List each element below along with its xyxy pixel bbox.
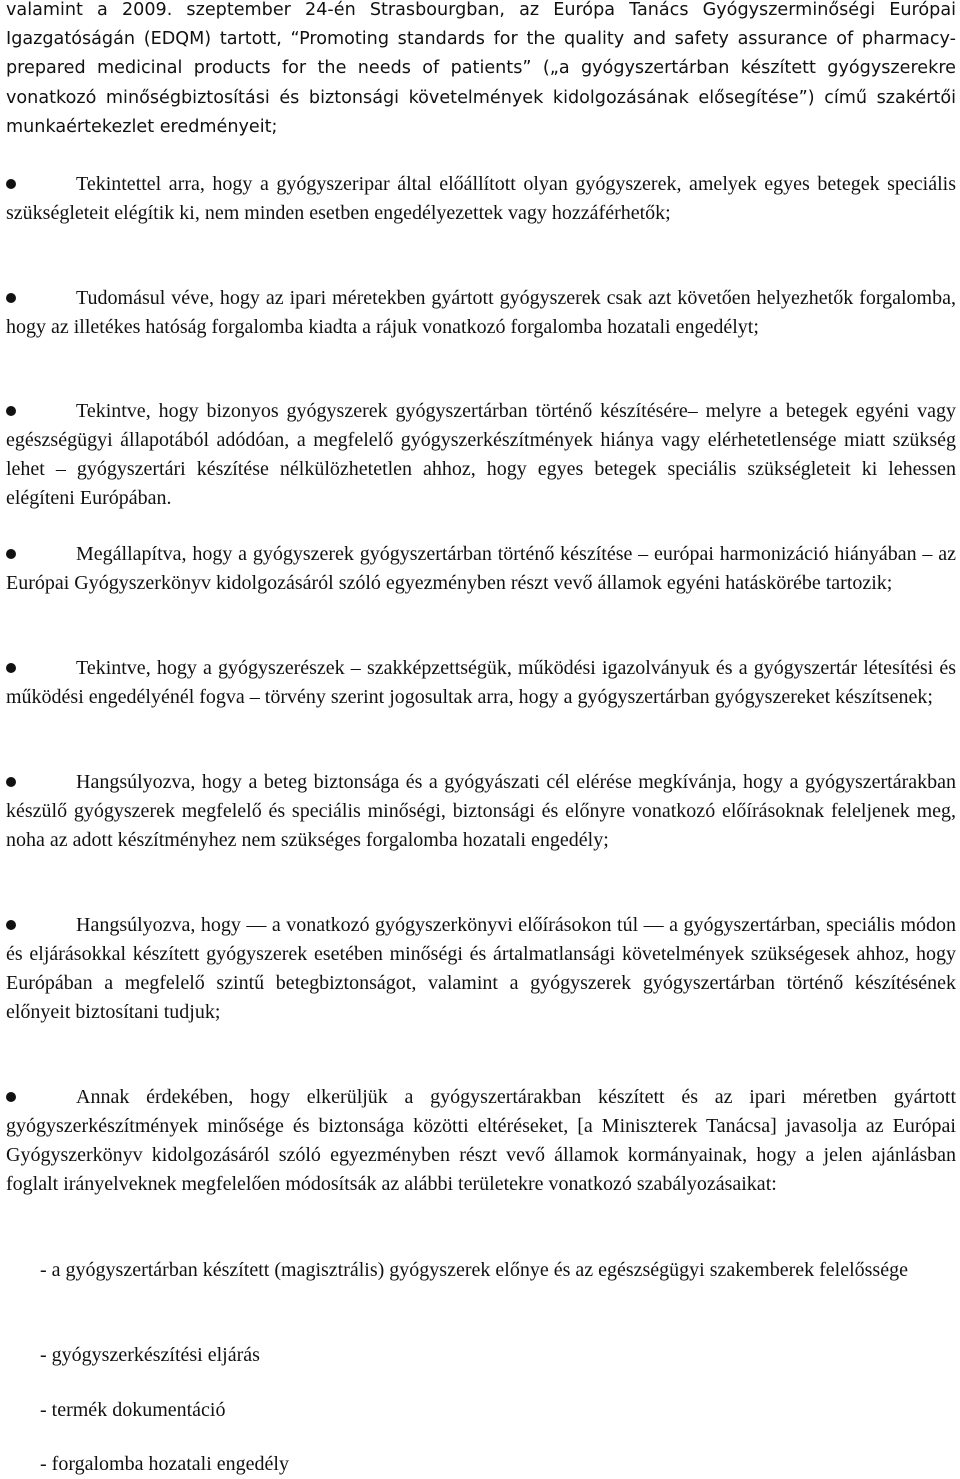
- bullet-text: Hangsúlyozva, hogy a beteg biztonsága és a gyógyászati cél elérése megkívánja, hogy a gyógyszertárakban készülő gyógyszerek megfelelő és speciális minőségi, biztonsági és előnyre vonatkozó előírásoknak feleljenek meg, noha az adott készítményhez nem szükséges forgalomba hozatali engedély;: [6, 771, 956, 851]
- bullet-dot-icon: [6, 293, 16, 303]
- bullet-text: Hangsúlyozva, hogy –– a vonatkozó gyógyszerkönyvi előírásokon túl –– a gyógyszertárban, speciális módon és eljárásokkal készített gyógyszerek esetében minőségi és ártalmatlansági követelmények szükségesek ahhoz, hogy Európában a megfelelő szintű betegbiztonságot, valamint a gyógyszerek gyógyszertárban történő készítésének előnyeit biztosítani tudjuk;: [6, 914, 956, 1023]
- bullet-text: Annak érdekében, hogy elkerüljük a gyógyszertárakban készített és az ipari méretben gyártott gyógyszerkészítmények minősége és biztonsága közötti eltéréseket, [a Miniszterek Tanácsa] javasolja az Európai Gyógyszerkönyv kidolgozásáról szóló egyezményben részt vevő államok kormányainak, hogy a jelen ajánlásban foglalt irányelveknek megfelelően módosítsák az alábbi területekre vonatkozó szabályozásaikat:: [6, 1086, 956, 1195]
- list-item: - forgalomba hozatali engedély: [40, 1453, 289, 1475]
- bullet-dot-icon: [6, 1092, 16, 1102]
- bullet-dot-icon: [6, 406, 16, 416]
- list-item: - termék dokumentáció: [40, 1399, 226, 1421]
- intro-paragraph: valamint a 2009. szeptember 24-én Strasbourgban, az Európa Tanács Gyógyszerminőségi Európai Igazgatóságán (EDQM) tartott, “Promoting standards for the quality and safety assurance of pharmacy-prepared medicinal products for the needs of patients” („a gyógyszertárban készített gyógyszerekre vonatkozó minőségbiztosítási és biztonsági követelmények kidolgozásának elősegítése”) című szakértői munkaértekezlet eredményeit;: [6, 0, 956, 137]
- bullet-dot-icon: [6, 920, 16, 930]
- bullet-dot-icon: [6, 777, 16, 787]
- bullet-paragraph: [6, 397, 956, 513]
- bullet-paragraph: [6, 170, 956, 228]
- bullet-dot-icon: [6, 549, 16, 559]
- bullet-dot-icon: [6, 179, 16, 189]
- bullet-paragraph: [6, 768, 956, 855]
- bullet-paragraph: [6, 654, 956, 712]
- list-item: - a gyógyszertárban készített (magisztrális) gyógyszerek előnye és az egészségügyi szakemberek felelőssége: [40, 1259, 908, 1281]
- list-item: - gyógyszerkészítési eljárás: [40, 1344, 260, 1366]
- bullet-text: Tekintve, hogy bizonyos gyógyszerek gyógyszertárban történő készítésére– melyre a betegek egyéni vagy egészségügyi állapotából adódóan, a megfelelő gyógyszerkészítmények hiánya vagy elérhetetlensége miatt szükség lehet – gyógyszertári készítése nélkülözhetetlen ahhoz, hogy egyes betegek speciális szükségleteit ki lehessen elégíteni Európában.: [6, 400, 956, 509]
- bullet-text: Megállapítva, hogy a gyógyszerek gyógyszertárban történő készítése – európai harmonizáció hiányában – az Európai Gyógyszerkönyv kidolgozásáról szóló egyezményben részt vevő államok egyéni hatáskörébe tartozik;: [6, 543, 956, 594]
- bullet-text: Tekintettel arra, hogy a gyógyszeripar által előállított olyan gyógyszerek, amelyek egyes betegek speciális szükségleteit elégítik ki, nem minden esetben engedélyezettek vagy hozzáférhetők;: [6, 173, 956, 224]
- bullet-paragraph: [6, 1083, 956, 1199]
- bullet-dot-icon: [6, 663, 16, 673]
- bullet-text: Tudomásul véve, hogy az ipari méretekben gyártott gyógyszerek csak azt követően helyezhetők forgalomba, hogy az illetékes hatóság forgalomba kiadta a rájuk vonatkozó forgalomba hozatali engedélyt;: [6, 287, 956, 338]
- bullet-paragraph: [6, 540, 956, 598]
- bullet-paragraph: [6, 284, 956, 342]
- bullet-text: Tekintve, hogy a gyógyszerészek – szakképzettségük, működési igazolványuk és a gyógyszertár létesítési és működési engedélyénél fogva – törvény szerint jogosultak arra, hogy a gyógyszertárban gyógyszereket készítsenek;: [6, 657, 956, 708]
- bullet-paragraph: [6, 911, 956, 1027]
